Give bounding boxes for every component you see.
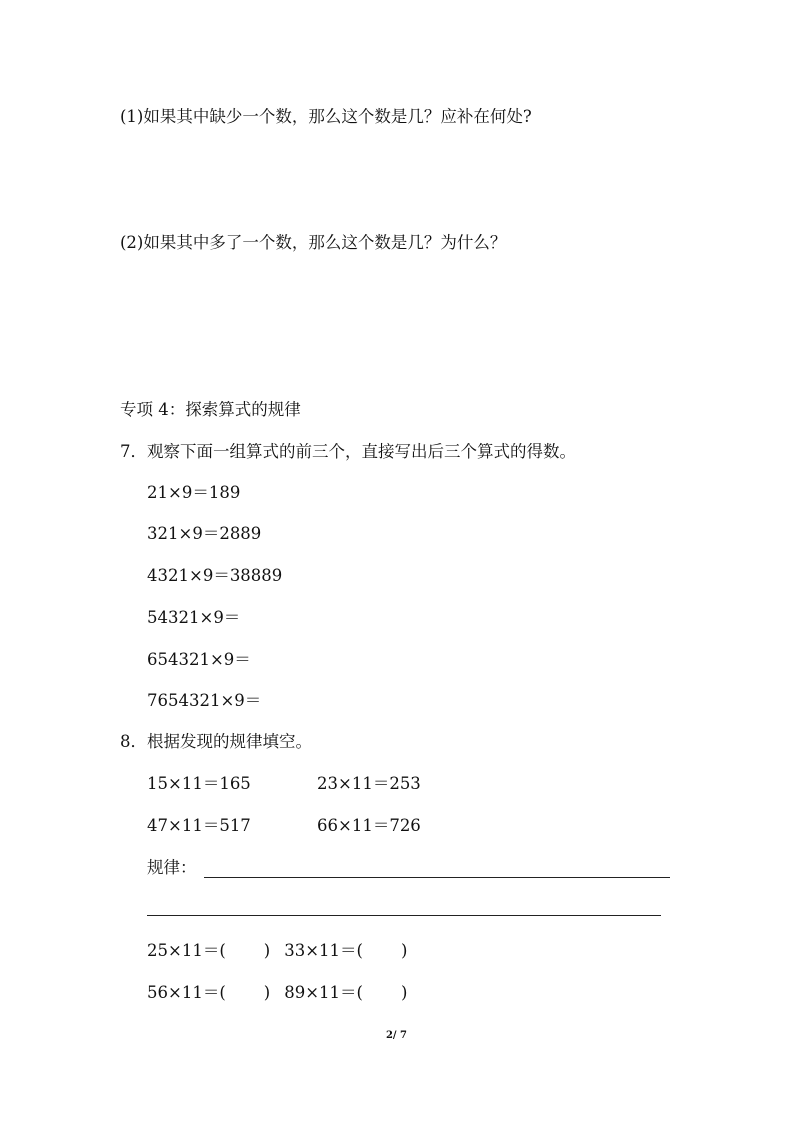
rule-answer-line-1[interactable] [204,877,670,878]
blank-1b-close: ) [400,941,408,960]
blank-2a-text: 56×11＝( [147,983,226,1002]
equation-2: 321×9＝2889 [147,524,262,543]
blank-1b-text: 33×11＝( [284,941,363,960]
equation-5: 654321×9＝ [147,650,251,669]
question-2: (2)如果其中多了一个数，那么这个数是几？为什么？ [120,233,507,252]
example-2-left: 47×11＝517 [147,816,251,835]
page-number: 2/ 7 [385,1030,408,1041]
question-1: (1)如果其中缺少一个数，那么这个数是几？应补在何处? [120,107,532,126]
example-1-left: 15×11＝165 [147,774,251,793]
blank-2a-close: ) [263,983,271,1002]
equation-4: 54321×9＝ [147,608,241,627]
blank-row-2 [147,983,407,1003]
blank-1a-close: ) [263,941,271,960]
rule-answer-line-2[interactable] [147,915,661,916]
equation-3: 4321×9＝38889 [147,566,283,585]
problem-8-prompt: 8．根据发现的规律填空。 [120,732,312,751]
equation-1: 21×9＝189 [147,483,241,502]
blank-2b-text: 89×11＝( [284,983,363,1002]
problem-7-prompt: 7．观察下面一组算式的前三个，直接写出后三个算式的得数。 [120,442,576,461]
example-2-right: 66×11＝726 [317,816,421,835]
example-1-right: 23×11＝253 [317,774,421,793]
blank-1a-text: 25×11＝( [147,941,226,960]
equation-6: 7654321×9＝ [147,691,262,710]
rule-label: 规律： [147,858,197,877]
blank-2b-close: ) [400,983,408,1002]
blank-row-1 [147,941,407,961]
section-title: 专项 4：探索算式的规律 [120,400,301,419]
